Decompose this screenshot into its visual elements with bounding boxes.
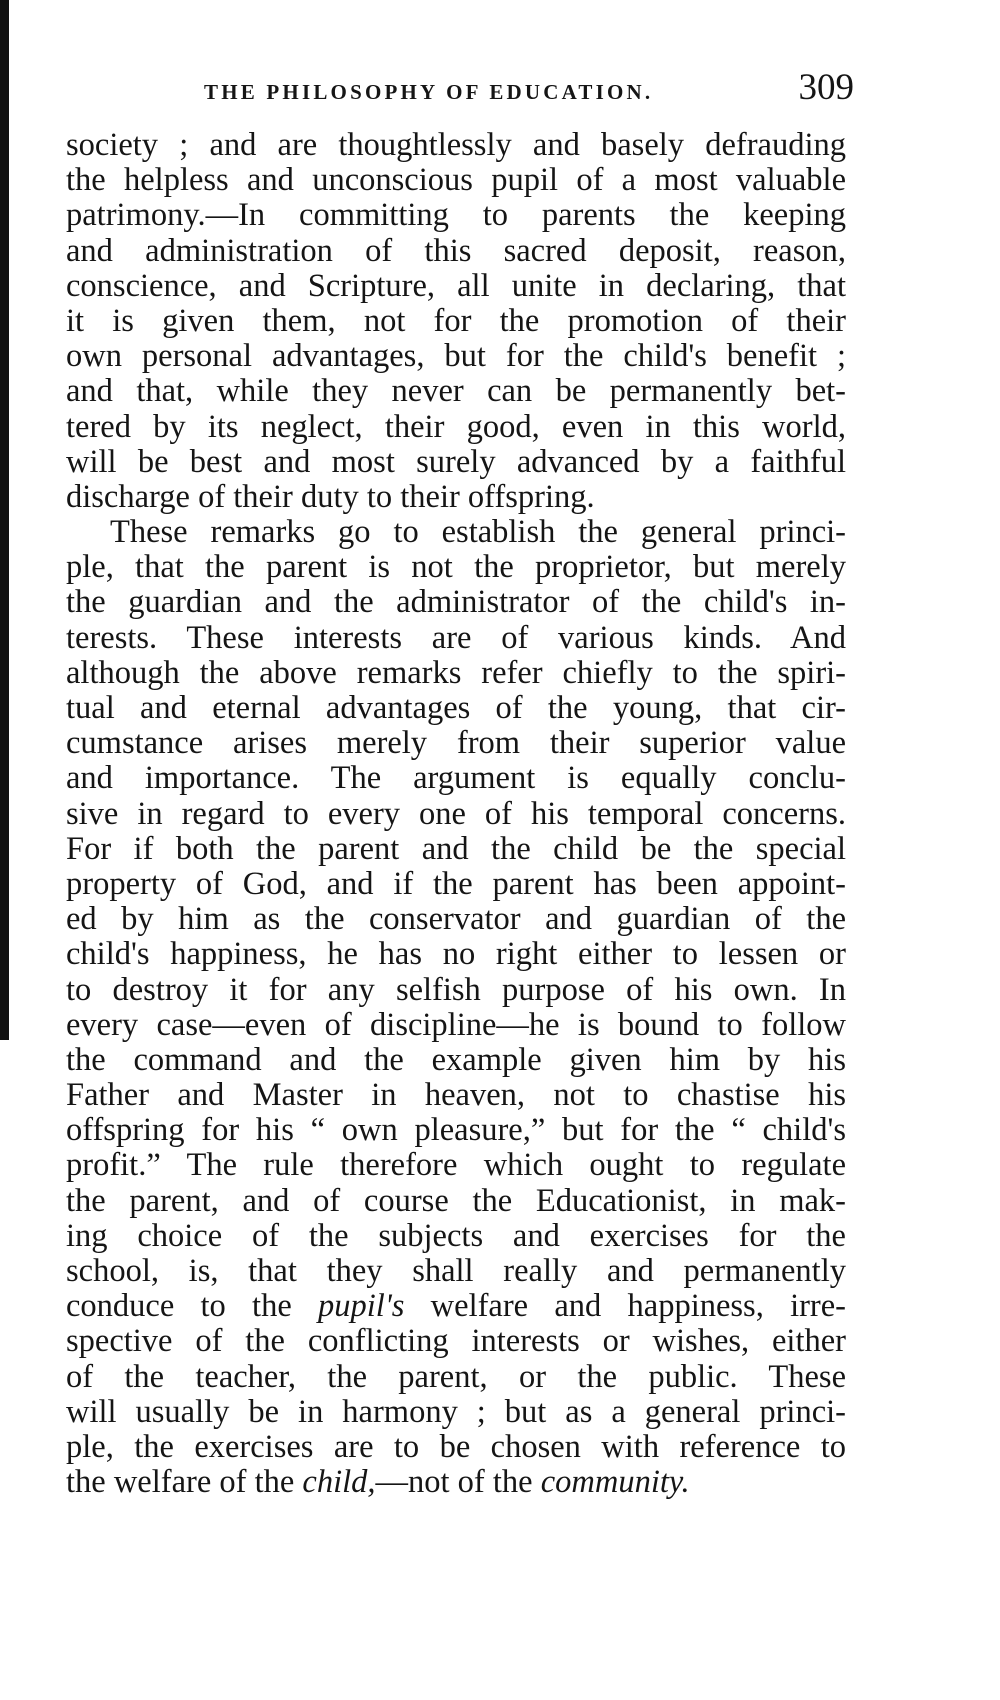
running-title: THE PHILOSOPHY OF EDUCATION. <box>204 80 654 104</box>
italic-word: pupil's <box>318 1288 405 1325</box>
italic-word: child, <box>302 1464 376 1501</box>
text-line: and importance. The argument is equally conclu- <box>66 760 846 797</box>
text-line: ing choice of the subjects and exercises for the <box>66 1217 846 1254</box>
text-line: will be best and most surely advanced by a faithful <box>66 443 846 480</box>
text-line: ple, the exercises are to be chosen with reference to <box>66 1428 846 1465</box>
text-line: For if both the parent and the child be the special <box>66 830 846 867</box>
paragraph-1 <box>66 128 846 515</box>
text-line: society ; and are thoughtlessly and basely defrauding <box>66 127 846 163</box>
text-segment: conduce to the <box>66 1288 319 1325</box>
text-line: child's happiness, he has no right either to lessen or <box>66 936 846 973</box>
text-line: the parent, and of course the Educationist, in mak- <box>66 1182 846 1219</box>
text-line: tual and eternal advantages of the young, that cir- <box>66 690 846 726</box>
text-line: cumstance arises merely from their superior value <box>66 725 846 762</box>
text-line: although the above remarks refer chiefly to the spiri- <box>66 654 846 691</box>
body-text <box>66 128 846 1500</box>
text-line: offspring for his “ own pleasure,” but for the “ child's <box>66 1112 846 1149</box>
text-line: terests. These interests are of various kinds. And <box>66 619 846 656</box>
text-segment: the welfare of the <box>66 1464 303 1501</box>
text-line: ed by him as the conservator and guardian of the <box>66 901 846 938</box>
italic-word: community. <box>540 1464 690 1501</box>
text-line: the helpless and unconscious pupil of a most valuable <box>66 162 846 199</box>
text-line: sive in regard to every one of his temporal concerns. <box>66 795 846 832</box>
text-line: These remarks go to establish the general princi- <box>110 514 846 551</box>
text-line: profit.” The rule therefore which ought to regulate <box>66 1147 846 1184</box>
text-segment: welfare and happiness, irre- <box>404 1288 846 1325</box>
text-line: to destroy it for any selfish purpose of his own. In <box>66 971 846 1008</box>
text-line: spective of the conflicting interests or wishes, either <box>66 1323 846 1360</box>
scan-edge-shadow <box>0 0 9 1040</box>
text-line: of the teacher, the parent, or the public. These <box>66 1358 846 1395</box>
text-line: and administration of this sacred deposit, reason, <box>66 232 846 269</box>
text-line: and that, while they never can be permanently bet- <box>66 373 846 410</box>
text-line: school, is, that they shall really and permanently <box>66 1253 846 1289</box>
text-line: conscience, and Scripture, all unite in declaring, that <box>66 267 846 304</box>
page-number: 309 <box>798 67 854 108</box>
text-segment: —not of the <box>375 1464 541 1501</box>
text-line: Father and Master in heaven, not to chastise his <box>66 1077 846 1114</box>
text-line: tered by its neglect, their good, even in this world, <box>66 408 846 445</box>
paragraph-2 <box>66 515 846 1500</box>
text-line-final <box>66 1465 846 1500</box>
text-line: the command and the example given him by his <box>66 1041 846 1078</box>
text-line: discharge of their duty to their offspring. <box>66 478 595 515</box>
text-line-with-italic <box>66 1289 846 1324</box>
text-line: the guardian and the administrator of the child's in- <box>66 584 846 621</box>
text-line: patrimony.—In committing to parents the keeping <box>66 197 846 234</box>
text-line: it is given them, not for the promotion of their <box>66 302 846 339</box>
text-line: own personal advantages, but for the child's benefit ; <box>66 338 846 375</box>
running-head <box>66 66 854 128</box>
book-page <box>66 66 854 1501</box>
text-line: will usually be in harmony ; but as a general princi- <box>66 1393 846 1430</box>
text-line: ple, that the parent is not the proprietor, but merely <box>66 549 846 586</box>
text-line: property of God, and if the parent has been appoint- <box>66 865 846 902</box>
text-line: every case—even of discipline—he is bound to follow <box>66 1006 846 1043</box>
